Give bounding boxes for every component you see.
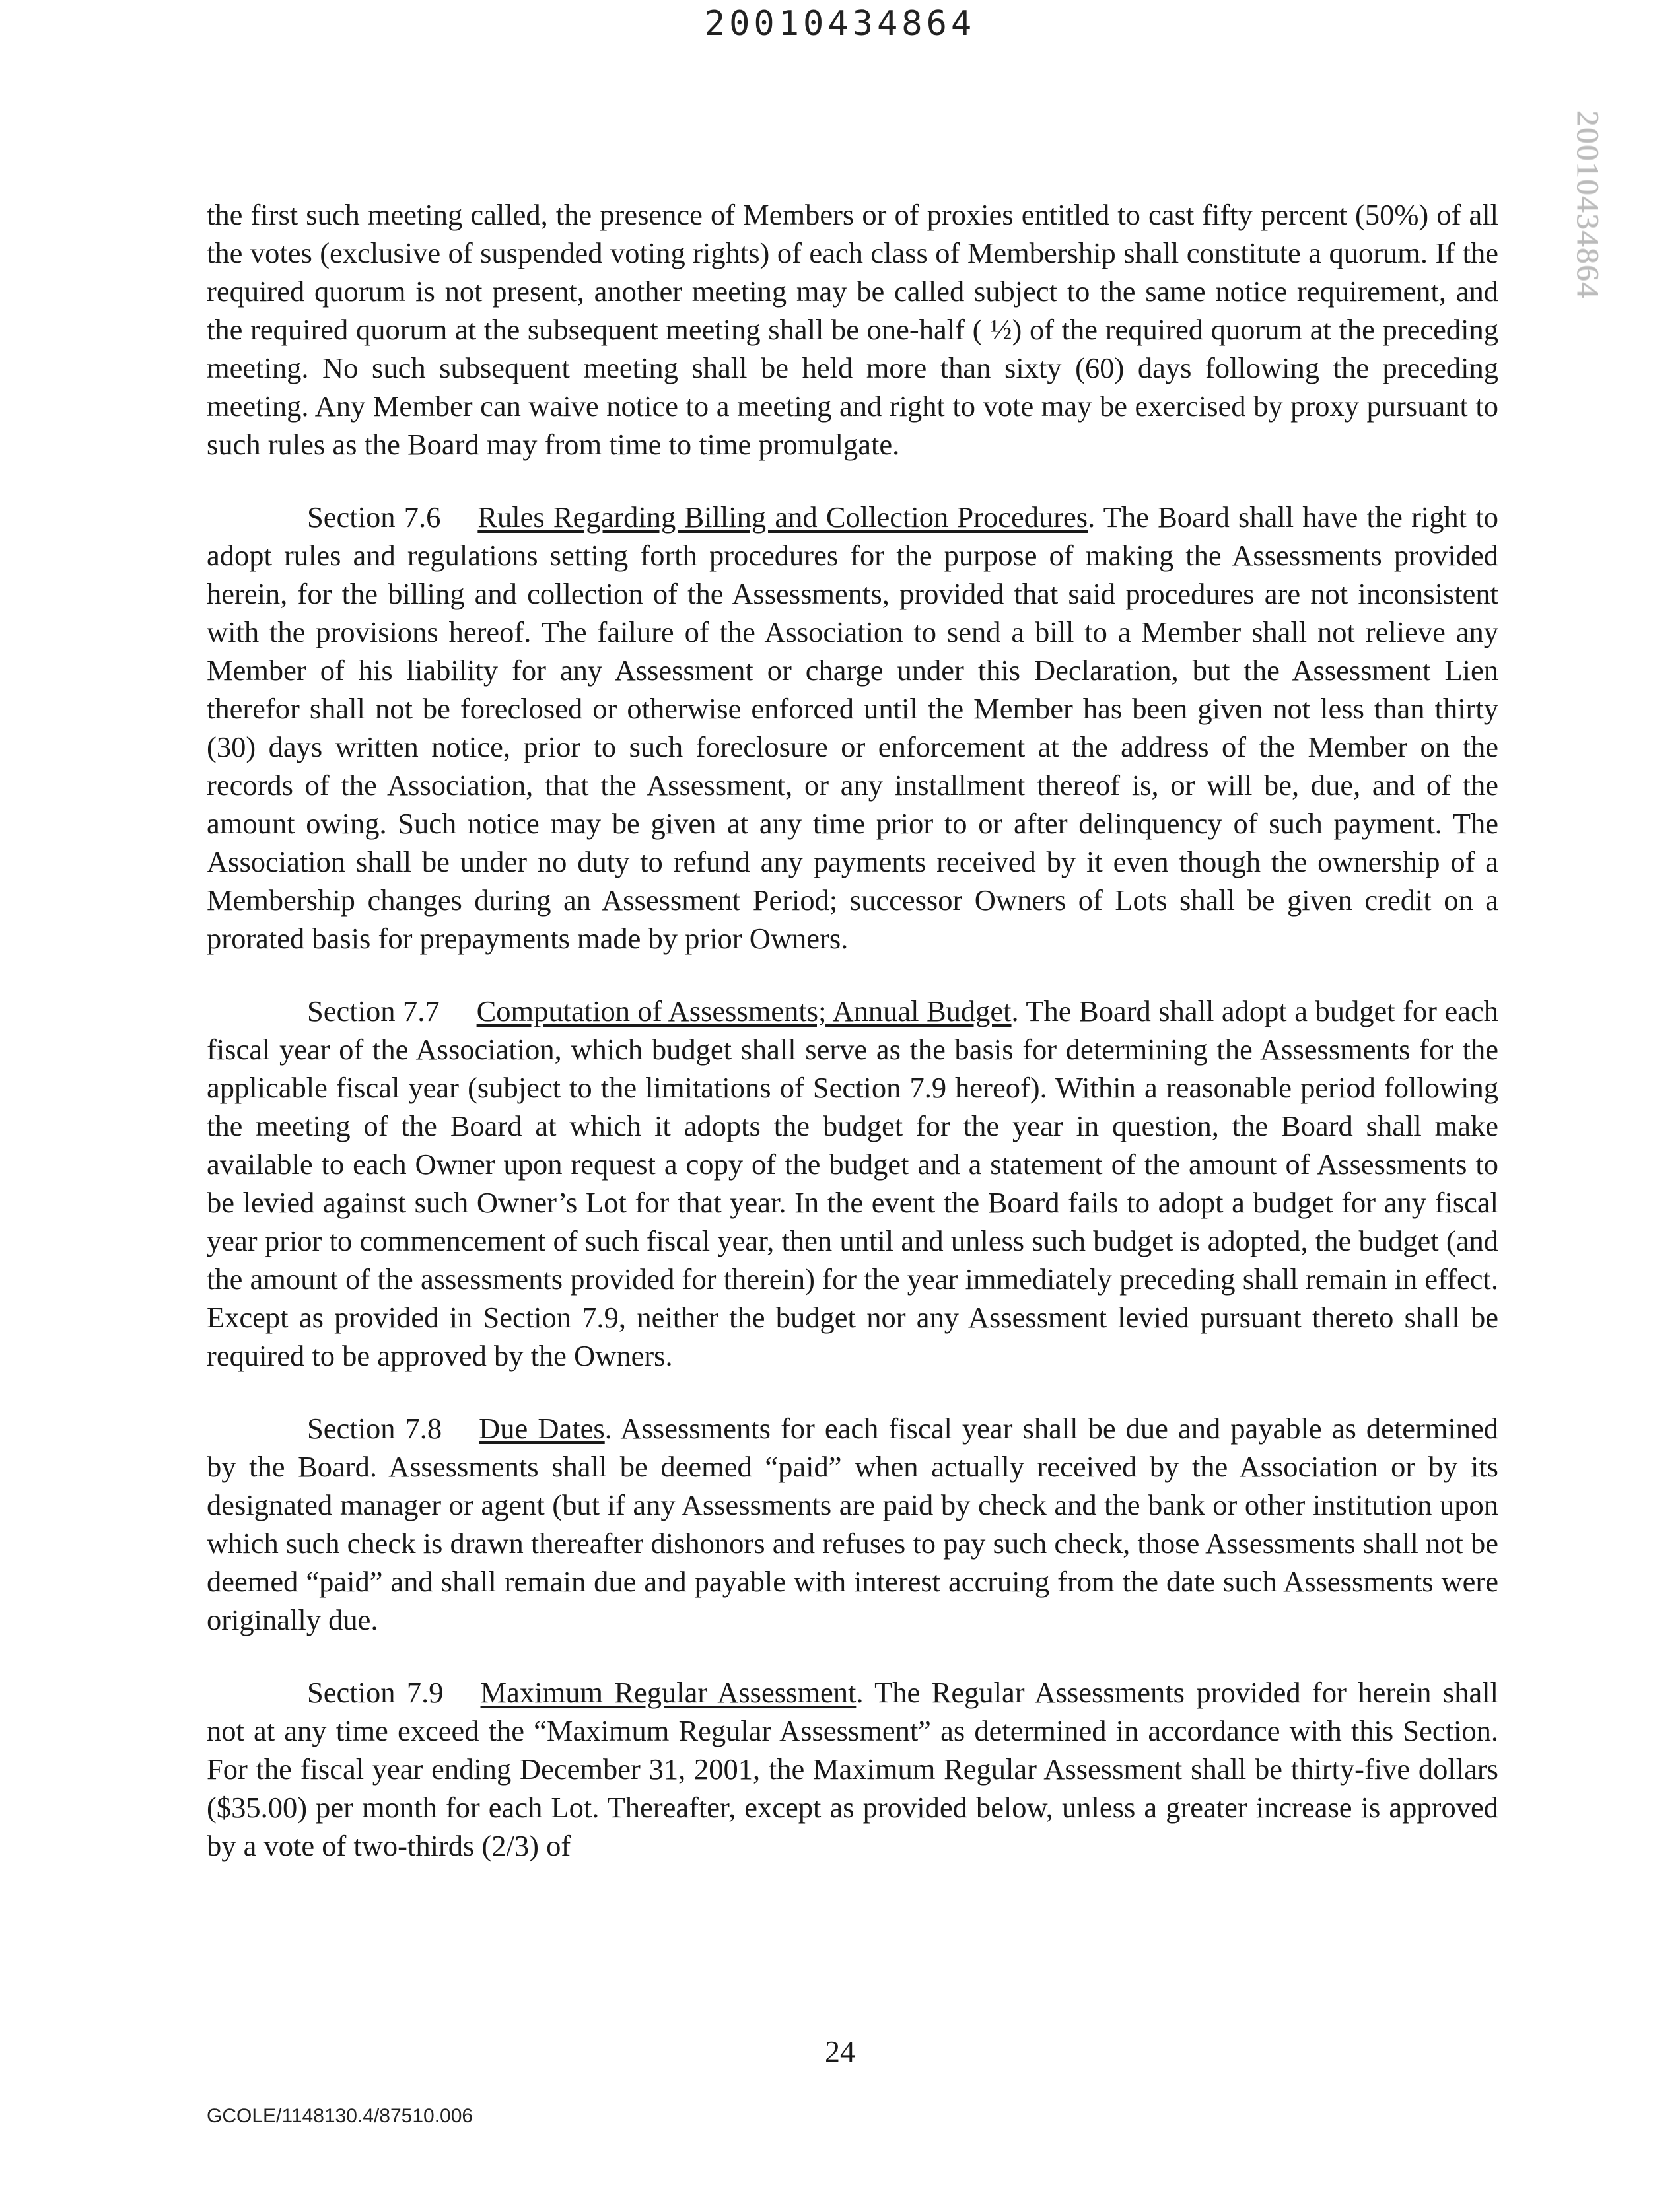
- continuation-paragraph: the first such meeting called, the presence of Members or of proxies entitled to cast fifty percent (50%) of all the votes (exclusive of suspended voting rights) of each class of Membership shall constitute a quorum. If the required quorum is not present, another meeting may be called subject to the same notice requirement, and the required quorum at the subsequent meeting shall be one-half ( ½) of the required quorum at the preceding meeting. No such subsequent meeting shall be held more than sixty (60) days following the preceding meeting. Any Member can waive notice to a meeting and right to vote may be exercised by proxy pursuant to such rules as the Board may from time to time promulgate.: [207, 198, 1498, 461]
- section-7-9: [207, 1673, 1498, 1865]
- section-title: Computation of Assessments; Annual Budget: [476, 994, 1012, 1027]
- section-number: Section 7.8: [307, 1412, 442, 1445]
- section-title: Maximum Regular Assessment: [480, 1676, 857, 1709]
- section-7-7: [207, 992, 1498, 1375]
- section-text: . The Board shall adopt a budget for each fiscal year of the Association, which budget shall serve as the basis for determining the Assessments for the applicable fiscal year (subject to the limitations of Section 7.9 hereof). Within a reasonable period following the meeting of the Board at which it adopts the budget for the year in question, the Board shall make available to each Owner upon request a copy of the budget and a statement of the amount of Assessments to be levied against such Owner’s Lot for that year. In the event the Board fails to adopt a budget for any fiscal year prior to commencement of such fiscal year, then until and unless such budget is adopted, the budget (and the amount of the assessments provided for therein) for the year immediately preceding shall remain in effect. Except as provided in Section 7.9, neither the budget nor any Assessment levied pursuant thereto shall be required to be approved by the Owners.: [207, 994, 1498, 1372]
- section-number: Section 7.7: [307, 994, 440, 1027]
- document-code: GCOLE/1148130.4/87510.006: [207, 2105, 473, 2127]
- section-number: Section 7.6: [307, 501, 441, 534]
- section-number: Section 7.9: [307, 1676, 444, 1709]
- section-7-6: [207, 498, 1498, 957]
- side-stamp: [1561, 92, 1614, 317]
- section-text: . The Board shall have the right to adopt rules and regulations setting forth procedures for the purpose of making the Assessments provided herein, for the billing and collection of the Assessments, provided that said procedures are not inconsistent with the provisions hereof. The failure of the Association to send a bill to a Member shall not relieve any Member of his liability for any Assessment or charge under this Declaration, but the Assessment Lien therefor shall not be foreclosed or otherwise enforced until the Member has been given not less than thirty (30) days written notice, prior to such foreclosure or enforcement at the address of the Member on the records of the Association, that the Assessment, or any installment thereof is, or will be, due, and of the amount owing. Such notice may be given at any time prior to or after delinquency of such payment. The Association shall be under no duty to refund any payments received by it even though the ownership of a Membership changes during an Assessment Period; successor Owners of Lots shall be given credit on a prorated basis for prepayments made by prior Owners.: [207, 501, 1498, 955]
- section-7-8: [207, 1409, 1498, 1639]
- section-title: Rules Regarding Billing and Collection Procedures: [477, 501, 1088, 534]
- section-text: . The Regular Assessments provided for herein shall not at any time exceed the “Maximum Regular Assessment” as determined in accordance with this Section. For the fiscal year ending December 31, 2001, the Maximum Regular Assessment shall be thirty-five dollars ($35.00) per month for each Lot. Thereafter, except as provided below, unless a greater increase is approved by a vote of two-thirds (2/3) of: [207, 1676, 1498, 1862]
- page-number: 24: [825, 2034, 855, 2068]
- document-body: [207, 195, 1498, 1899]
- side-stamp-text: 20010434864: [1570, 110, 1605, 299]
- document-number: 20010434864: [704, 4, 976, 44]
- section-title: Due Dates: [479, 1412, 605, 1445]
- section-text: . Assessments for each fiscal year shall be due and payable as determined by the Board. Assessments shall be deemed “paid” when actually received by the Association or by its designated manager or agent (but if any Assessments are paid by check and the bank or other institution upon which such check is drawn thereafter dishonors and refuses to pay such check, those Assessments shall not be deemed “paid” and shall remain due and payable with interest accruing from the date such Assessments were originally due.: [207, 1412, 1499, 1636]
